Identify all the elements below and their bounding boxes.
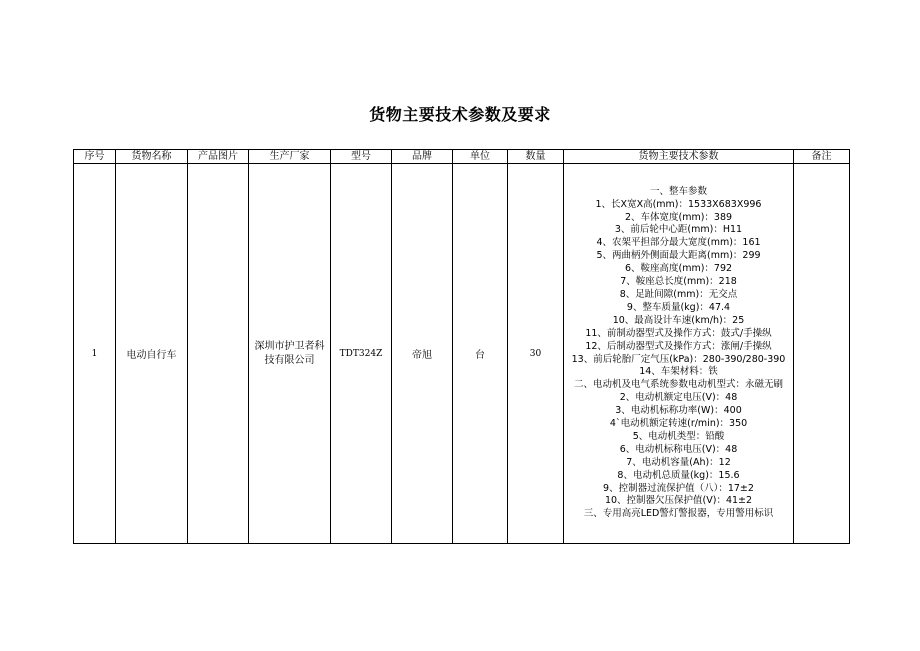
param-line: 6、鞍座高度(mm)：792 <box>624 263 733 275</box>
cell-model: TDT324Z <box>331 164 392 544</box>
param-line: 8、足趾间隙(mm)：无交点 <box>619 288 738 300</box>
header-row <box>74 150 850 164</box>
spec-table <box>73 149 850 544</box>
param-line: 4`电动机额定转速(r/min)：350 <box>609 418 748 430</box>
param-line: 13、前后轮胎厂定气压(kPa)：280-390/280-390 <box>571 353 786 365</box>
param-line: 1、长X宽X高(mm)：1533X683X996 <box>595 198 762 210</box>
param-line: 3、前后轮中心距(mm)：H11 <box>614 224 743 236</box>
header-model: 型号 <box>331 150 392 164</box>
cell-brand: 帝旭 <box>392 164 453 544</box>
header-manufacturer: 生产厂家 <box>249 150 331 164</box>
param-line: 10、最高设计车速(km/h)：25 <box>612 314 745 326</box>
param-line: 2、车体宽度(mm)：389 <box>624 211 733 223</box>
param-line: 14、车架材料：铁 <box>639 366 718 378</box>
param-line: 4、农架平担部分最大宽度(mm)：161 <box>596 237 761 249</box>
param-line: 11、前制动器型式及操作方式：鼓式/手操纵 <box>585 327 772 339</box>
param-line: 7、电动机容量(Ah)：12 <box>626 456 731 468</box>
param-line: 一、整车参数 <box>649 185 707 197</box>
param-line: 7、鞍座总长度(mm)：218 <box>620 276 737 288</box>
header-index: 序号 <box>74 150 116 164</box>
header-quantity: 数量 <box>508 150 564 164</box>
param-line: 5、电动机类型：铅酸 <box>632 430 725 442</box>
cell-remark <box>794 164 850 544</box>
param-line: 9、控制器过流保护值（八）：17±2 <box>603 482 754 494</box>
cell-index: 1 <box>74 164 116 544</box>
param-line: 10、控制器欠压保护值(V)：41±2 <box>604 495 753 507</box>
param-line: 3、电动机标称功率(W)：400 <box>615 405 742 417</box>
cell-manufacturer <box>249 164 331 544</box>
param-line: 5、两曲柄外侧面最大距离(mm)：299 <box>596 250 761 262</box>
param-line: 8、电动机总质量(kg)：15.6 <box>617 469 740 481</box>
header-image: 产品图片 <box>188 150 249 164</box>
cell-params <box>564 164 794 544</box>
cell-image <box>188 164 249 544</box>
header-remark: 备注 <box>794 150 850 164</box>
header-brand: 品牌 <box>392 150 453 164</box>
header-unit: 单位 <box>453 150 508 164</box>
param-line: 12、后制动器型式及操作方式：涨闸/手操纵 <box>585 340 772 352</box>
header-params: 货物主要技术参数 <box>564 150 794 164</box>
param-line: 三、专用高亮LED警灯警报器，专用警用标识 <box>583 508 774 520</box>
param-line: 二、电动机及电气系统参数电动机型式：永磁无刷 <box>573 379 783 391</box>
param-line: 9、整车质量(kg)：47.4 <box>626 301 731 313</box>
param-line: 6、电动机标称电压(V)：48 <box>619 443 738 455</box>
header-name: 货物名称 <box>116 150 188 164</box>
cell-unit: 台 <box>453 164 508 544</box>
manufacturer-text: 深圳市护卫者科技有限公司 <box>254 340 325 366</box>
table-row <box>74 164 850 544</box>
param-line: 2、电动机额定电压(V)：48 <box>619 392 738 404</box>
cell-quantity: 30 <box>508 164 564 544</box>
cell-name: 电动自行车 <box>116 164 188 544</box>
document-title: 货物主要技术参数及要求 <box>369 105 551 124</box>
